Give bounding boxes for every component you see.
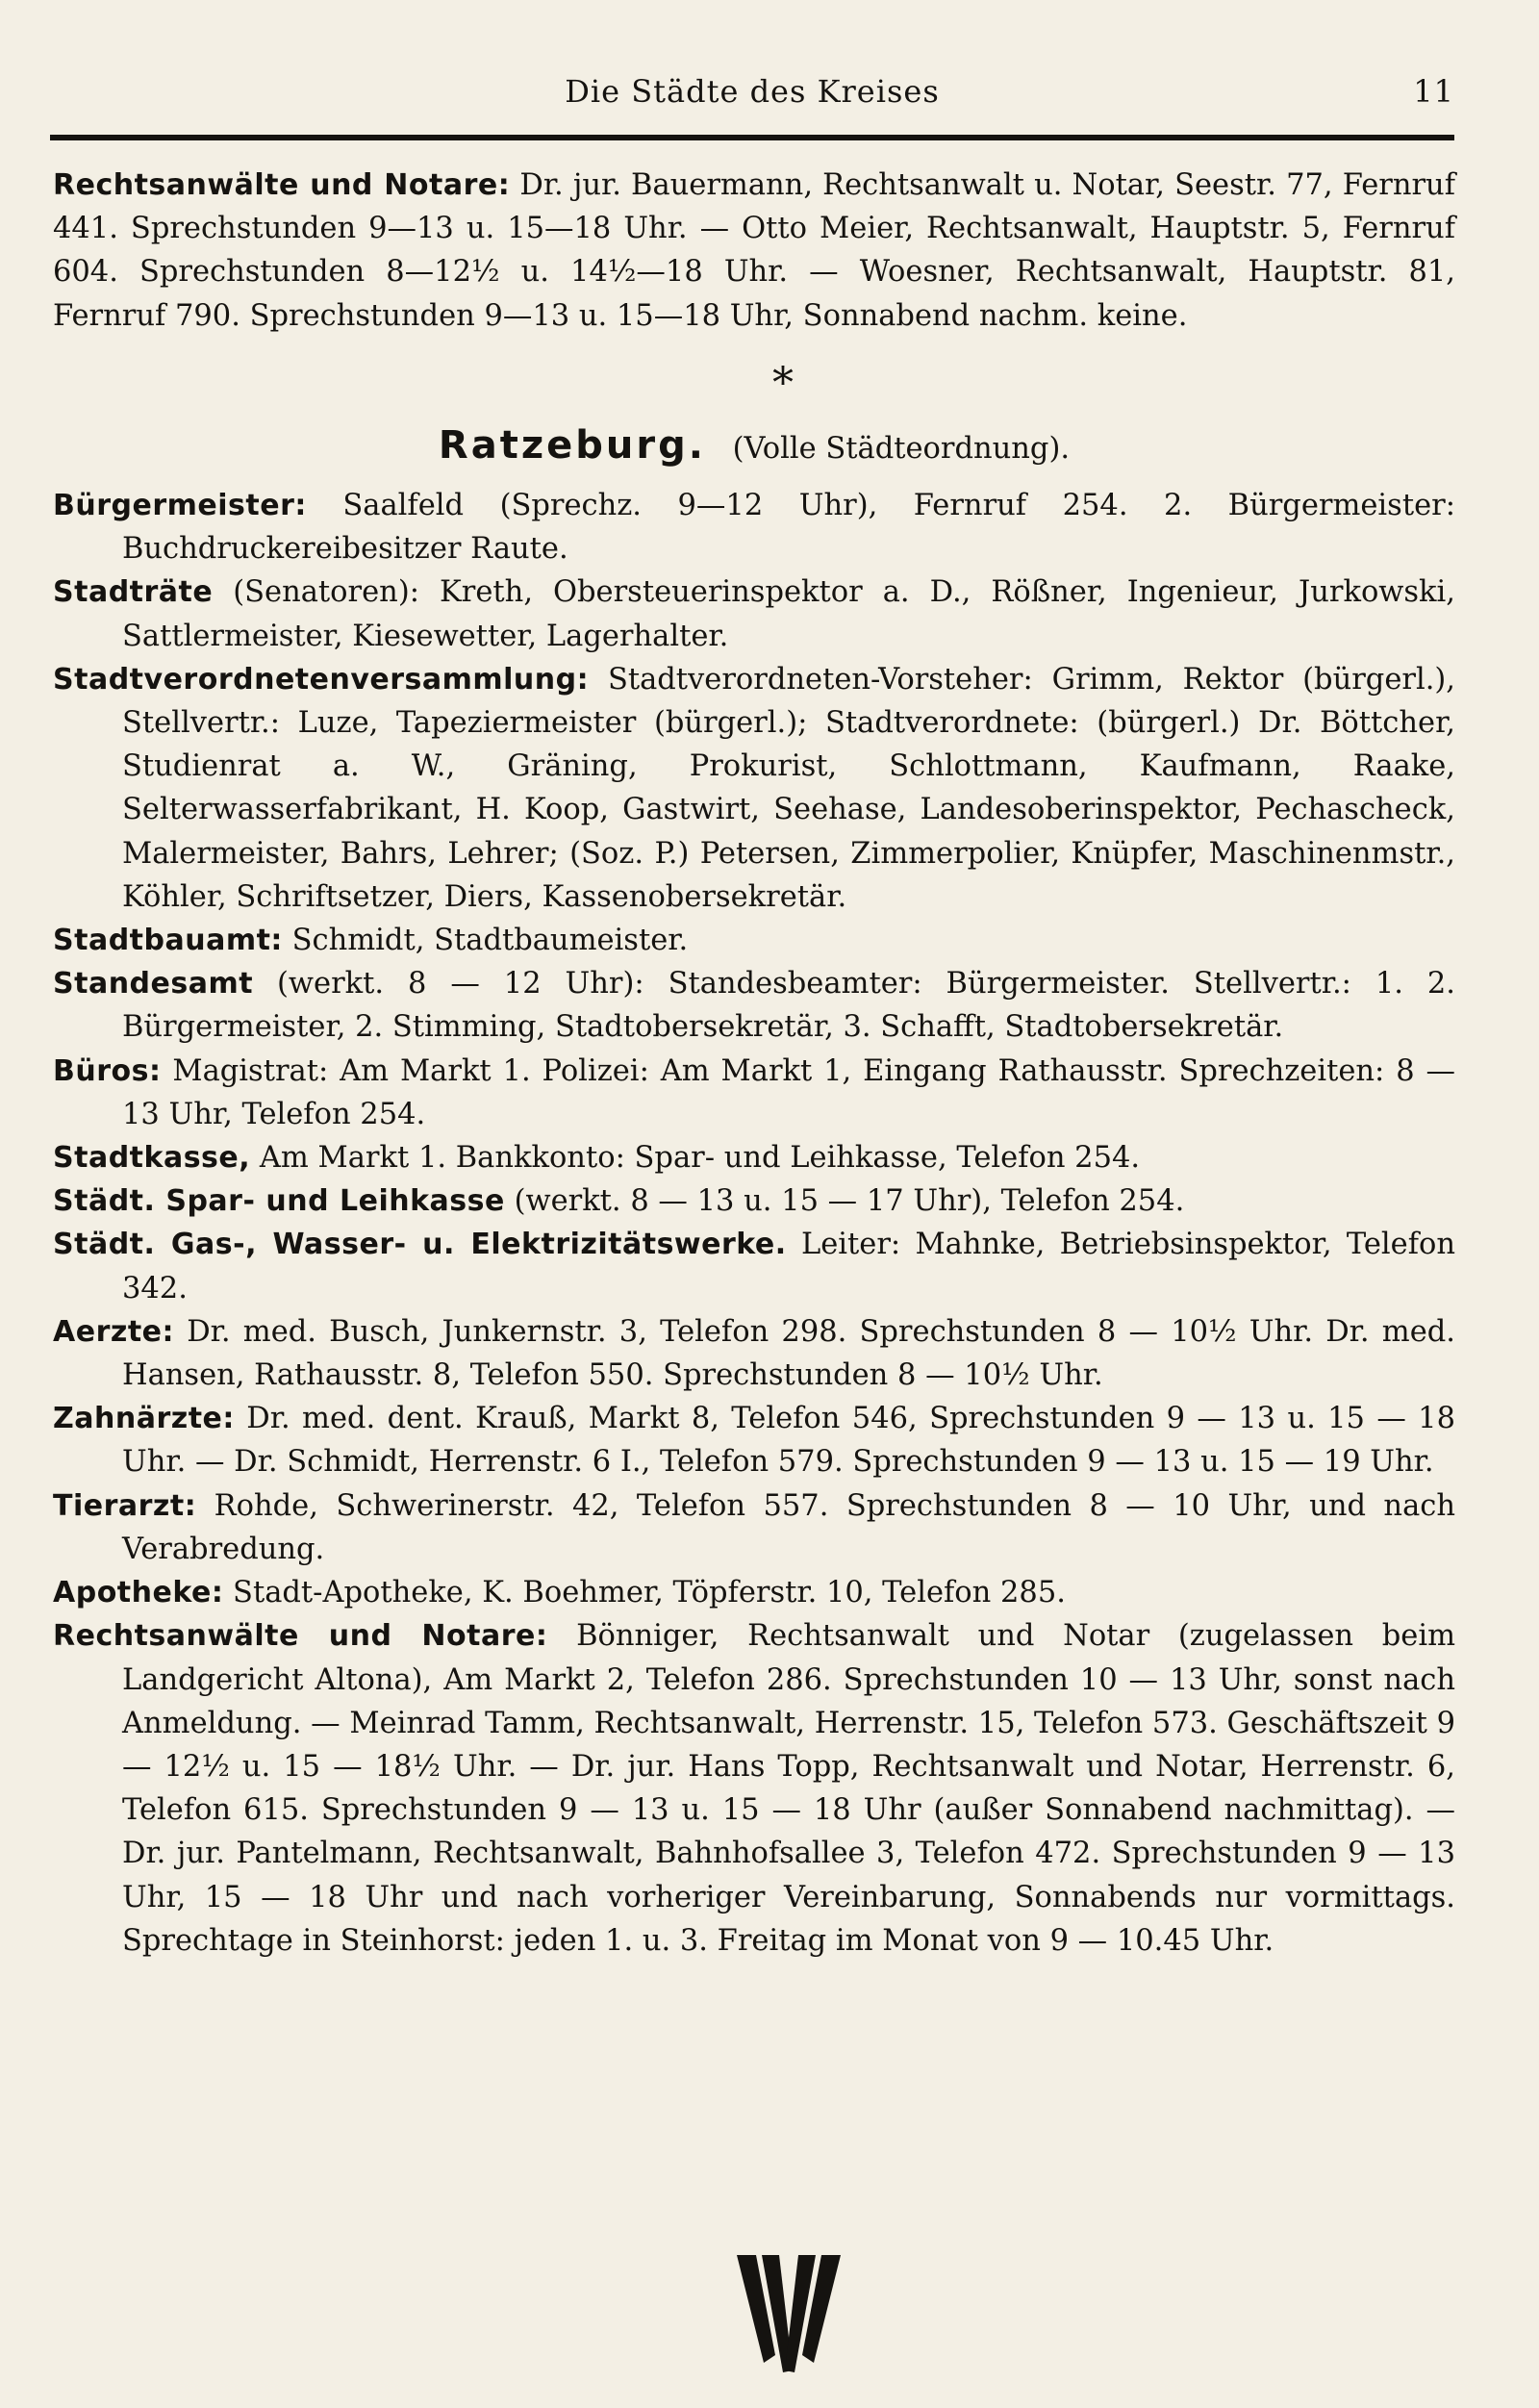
entry-label: Bürgermeister: bbox=[53, 489, 307, 523]
entry-text: Dr. med. dent. Krauß, Markt 8, Telefon 546, Sprechstunden 9 — 13 u. 15 — 18 Uhr. — Dr. Schmidt, Herrenstr. 6 I., Telefon 579. Sprechstunden 9 — 13 u. 15 — 19 Uhr. bbox=[122, 1402, 1455, 1480]
printer-logo-icon bbox=[737, 2255, 841, 2372]
entry-label: Tierarzt: bbox=[53, 1488, 197, 1523]
entry-text: Stadt-Apotheke, K. Boehmer, Töpferstr. 10, Telefon 285. bbox=[233, 1576, 1066, 1610]
entry-label: Städt. Gas-, Wasser- u. Elektrizitätswerke. bbox=[53, 1228, 787, 1262]
entry-city-treasury bbox=[53, 1136, 1455, 1179]
running-header bbox=[50, 67, 1454, 115]
entry-text: Am Markt 1. Bankkonto: Spar- und Leihkasse, Telefon 254. bbox=[259, 1141, 1141, 1176]
entry-offices bbox=[53, 1050, 1455, 1136]
town-heading bbox=[53, 424, 1455, 470]
entry-label: Stadtkasse, bbox=[53, 1141, 251, 1176]
entry-label: Stadtbauamt: bbox=[53, 924, 283, 958]
entry-label: Standesamt bbox=[53, 967, 254, 1001]
entry-councillors bbox=[53, 570, 1455, 657]
entry-doctors bbox=[53, 1310, 1455, 1397]
entry-label: Zahnärzte: bbox=[53, 1402, 235, 1436]
entry-label: Stadtverordnetenversammlung: bbox=[53, 662, 590, 697]
entry-text: Schmidt, Stadtbaumeister. bbox=[291, 924, 689, 958]
page-number: 11 bbox=[1413, 73, 1454, 110]
town-note: (Volle Städteordnung). bbox=[732, 431, 1071, 466]
entry-lawyers bbox=[53, 1614, 1455, 1963]
intro-lawyers-entry bbox=[53, 164, 1455, 338]
entry-savings-bank bbox=[53, 1179, 1455, 1223]
entry-label: Städt. Spar- und Leihkasse bbox=[53, 1184, 505, 1219]
entry-text: Rohde, Schwerinerstr. 42, Telefon 557. Sprechstunden 8 — 10 Uhr, und nach Verabredung. bbox=[122, 1488, 1455, 1566]
entry-assembly bbox=[53, 658, 1455, 919]
entry-veterinarian bbox=[53, 1484, 1455, 1571]
page-content bbox=[53, 164, 1455, 1963]
entry-text: Leiter: Mahnke, Betriebsinspektor, Telefon 342. bbox=[122, 1228, 1455, 1305]
entry-mayor bbox=[53, 484, 1455, 570]
entry-label: Aerzte: bbox=[53, 1314, 175, 1349]
entry-building-office bbox=[53, 919, 1455, 962]
section-separator: * bbox=[772, 358, 794, 408]
entry-text: (werkt. 8 — 13 u. 15 — 17 Uhr), Telefon 254. bbox=[514, 1184, 1185, 1219]
entry-pharmacy bbox=[53, 1571, 1455, 1614]
entry-registry-office bbox=[53, 962, 1455, 1049]
entry-text: Bönniger, Rechtsanwalt und Notar (zugelassen beim Landgericht Altona), Am Markt 2, Telefon 286. Sprechstunden 10 — 13 Uhr, sonst nach Anmeldung. — Meinrad Tamm, Rechtsanwalt, Herrenstr. 15, Telefon 573. Geschäftszeit 9 — 12½ u. 15 — 18½ Uhr. — Dr. jur. Hans Topp, Rechtsanwalt und Notar, Herrenstr. 6, Telefon 615. Sprechstunden 9 — 13 u. 15 — 18 Uhr (außer Sonnabend nachmittag). — Dr. jur. Pantelmann, Rechtsanwalt, Bahnhofsallee 3, Telefon 472. Sprechstunden 9 — 13 Uhr, 15 — 18 Uhr und nach vorheriger Vereinbarung, Sonnabends nur vormittags. Sprechtage in Steinhorst: jeden 1. u. 3. Freitag im Monat von 9 — 10.45 Uhr. bbox=[122, 1619, 1455, 1958]
entry-label: Rechtsanwälte und Notare: bbox=[53, 168, 511, 202]
entry-utilities bbox=[53, 1223, 1455, 1309]
entry-label: Stadträte bbox=[53, 575, 214, 610]
entry-text: Magistrat: Am Markt 1. Polizei: Am Markt 1, Eingang Rathausstr. Sprechzeiten: 8 — 13 Uhr, Telefon 254. bbox=[122, 1053, 1455, 1131]
entry-text: Saalfeld (Sprechz. 9—12 Uhr), Fernruf 254. 2. Bürgermeister: Buchdruckereibesitzer Raute. bbox=[122, 489, 1455, 567]
town-name: Ratzeburg. bbox=[438, 422, 706, 468]
entry-text: (Senatoren): Kreth, Obersteuerinspektor a. D., Rößner, Ingenieur, Jurkowski, Sattlermeister, Kiesewetter, Lagerhalter. bbox=[122, 575, 1455, 653]
running-title: Die Städte des Kreises bbox=[565, 73, 940, 110]
entry-label: Büros: bbox=[53, 1053, 162, 1088]
entry-text: (werkt. 8 — 12 Uhr): Standesbeamter: Bürgermeister. Stellvertr.: 1. 2. Bürgermeister, 2. Stimming, Stadtobersekretär, 3. Schafft, Stadtobersekretär. bbox=[122, 967, 1455, 1045]
entry-text: Stadtverordneten-Vorsteher: Grimm, Rektor (bürgerl.), Stellvertr.: Luze, Tapeziermeister (bürgerl.); Stadtverordnete: (bürgerl.) Dr. Böttcher, Studienrat a. W., Gräning, Prokurist, Schlottmann, Kaufmann, Raake, Selterwasserfabrikant, H. Koop, Gastwirt, Seehase, Landesoberinspektor, Pechascheck, Malermeister, Bahrs, Lehrer; (Soz. P.) Petersen, Zimmerpolier, Knüpfer, Maschinenmstr., Köhler, Schriftsetzer, Diers, Kassenobersekretär. bbox=[122, 662, 1455, 914]
entry-label: Rechtsanwälte und Notare: bbox=[53, 1619, 548, 1654]
entry-dentists bbox=[53, 1397, 1455, 1483]
entry-label: Apotheke: bbox=[53, 1576, 224, 1610]
entry-text: Dr. med. Busch, Junkernstr. 3, Telefon 298. Sprechstunden 8 — 10½ Uhr. Dr. med. Hansen, Rathausstr. 8, Telefon 550. Sprechstunden 8 — 10½ Uhr. bbox=[122, 1314, 1455, 1393]
entry-text: Dr. jur. Bauermann, Rechtsanwalt u. Notar, Seestr. 77, Fernruf 441. Sprechstunden 9—13 u. 15—18 Uhr. — Otto Meier, Rechtsanwalt, Hauptstr. 5, Fernruf 604. Sprechstunden 8—12½ u. 14½—18 Uhr. — Woesner, Rechtsanwalt, Hauptstr. 81, Fernruf 790. Sprechstunden 9—13 u. 15—18 Uhr, Sonnabend nachm. keine. bbox=[53, 168, 1455, 333]
header-rule bbox=[50, 135, 1454, 140]
